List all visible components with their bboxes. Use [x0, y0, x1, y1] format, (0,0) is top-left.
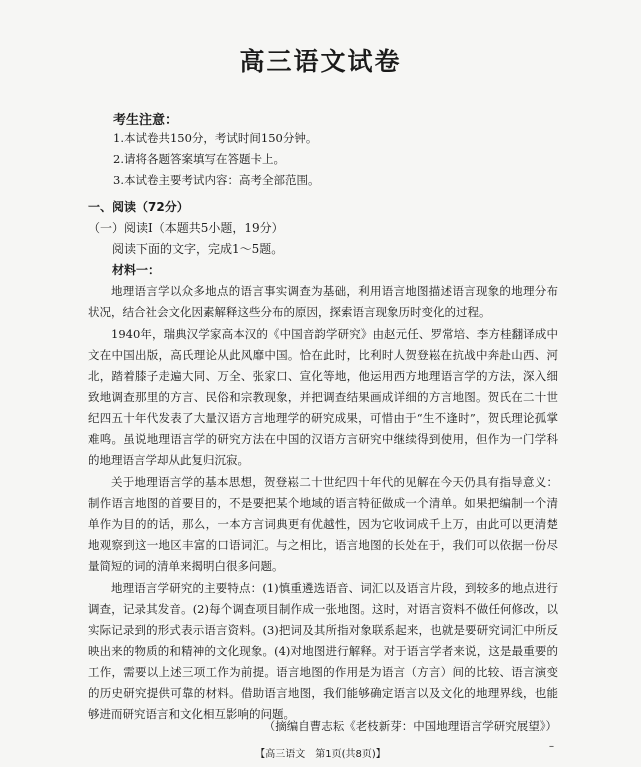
passage-paragraph: 关于地理语言学的基本思想，贺登崧二十世纪四十年代的见解在今天仍具有指导意义：制作语言地图的首要目的，不是要把某个地域的语言特征做成一个清单。如果把编制一个清单作为目的的话，那么，一本方言词典更有优越性，因为它收词成千上万，由此可以更清楚地观察到这一地区丰富的口语词汇。与之相比，语言地图的长处在于，我们可以依据一份尽量简短的词的清单来揭明白很多问题。 [88, 475, 558, 573]
notice-item: 3.本试卷主要考试内容：高考全部范围。 [113, 173, 320, 187]
passage [88, 281, 558, 725]
passage-paragraph: 1940年，瑞典汉学家高本汉的《中国音韵学研究》由赵元任、罗常培、李方桂翻译成中文在中国出版，高氏理论从此风靡中国。恰在此时，比利时人贺登崧在抗战中奔赴山西、河北，踏着膝子走遍大同、万全、张家口、宣化等地，他运用西方地理语言学的方法，深入细致地调查那里的方言、民俗和宗教现象，并把调查结果画成详细的方言地图。贺氏在二十世纪四五十年代发表了大量汉语方言地理学的研究成果，可惜由于“生不逢时”，贺氏理论孤掌难鸣。虽说地理语言学的研究方法在中国的汉语方言研究中继续得到使用，但作为一门学科的地理语言学却从此复归沉寂。 [88, 327, 558, 467]
notice-item: 1.本试卷共150分，考试时间150分钟。 [113, 131, 318, 145]
notice-heading: 考生注意： [113, 113, 179, 128]
source-citation: （摘编自曹志耘《老枝新芽：中国地理语言学研究展望》） [263, 719, 557, 733]
material-label: 材料一： [112, 263, 161, 277]
page-footer: 【高三语文 第1页(共8页)】 [255, 749, 386, 760]
page-title: 高三语文试卷 [239, 47, 402, 76]
reading-instruction: 阅读下面的文字，完成1～5题。 [112, 242, 284, 256]
notice-item: 2.请将各题答案填写在答题卡上。 [113, 152, 285, 166]
notice-list [113, 128, 319, 191]
subsection-heading: （一）阅读Ⅰ（本题共5小题，19分） [88, 221, 284, 235]
passage-paragraph: 地理语言学以众多地点的语言事实调查为基础，利用语言地图描述语言现象的地理分布状况，结合社会文化因素解释这些分布的原因，探索语言现象历时变化的过程。 [88, 284, 558, 319]
passage-paragraph: 地理语言学研究的主要特点：(1)慎重遴选语音、词汇以及语言片段，到较多的地点进行调查，记录其发音。(2)每个调查项目制作成一张地图。这时，对语言资料不做任何修改，以实际记录到的形式表示语言资料。(3)把词及其所指对象联系起来，也就是要研究词汇中所反映出来的物质的和精神的文化现象。(4)对地图进行解释。对于语言学者来说，这是最重要的工作，需要以上述三项工作为前提。语言地图的作用是为语言（方言）间的比较、语言演变的历史研究提供可靠的材料。借助语言地图，我们能够确定语言以及文化的地理界线，也能够进而研究语言和文化相互影响的问题。 [88, 581, 558, 721]
footer-mark: – [549, 741, 554, 752]
section-heading: 一、阅读（72分） [88, 200, 189, 214]
